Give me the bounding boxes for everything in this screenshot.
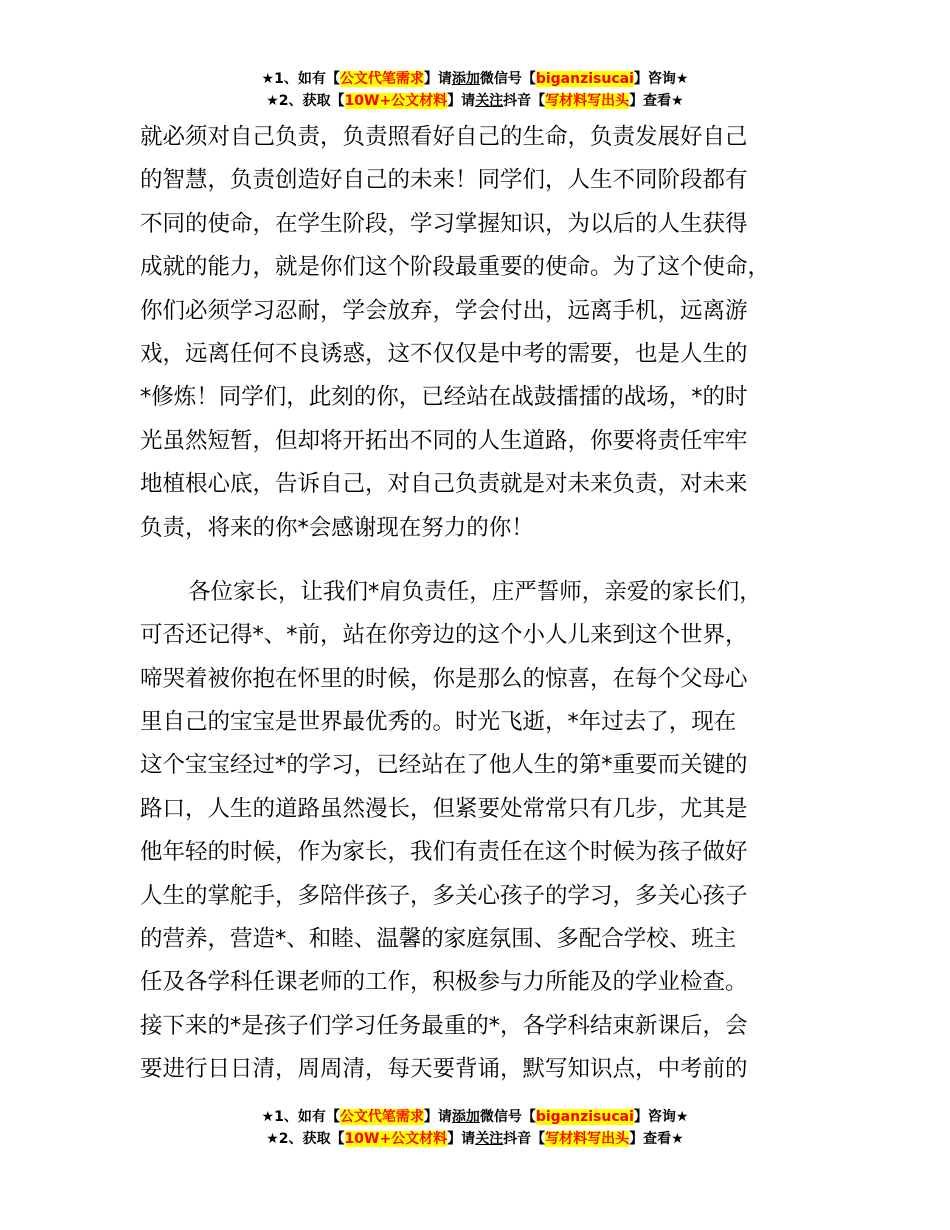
text-line: 里自己的宝宝是世界最优秀的。时光飞逝，*年过去了，现在	[140, 709, 737, 736]
paragraph-2	[140, 571, 840, 1092]
banner-highlight: 10W+公文材料	[344, 1131, 448, 1147]
banner-text: ★1、如有【	[261, 71, 340, 87]
banner-text: ★2、获取【	[266, 1131, 345, 1147]
document-body	[140, 116, 840, 1092]
banner-underlined-text: 关注	[475, 93, 504, 109]
banner-text: 】请	[423, 1109, 452, 1125]
banner-text: 抖音【	[503, 93, 546, 109]
text-line: 路口，人生的道路虽然漫长，但紧要处常常只有几步，尤其是	[140, 795, 748, 822]
text-line: 他年轻的时候，作为家长，我们有责任在这个时候为孩子做好	[140, 839, 748, 866]
banner-highlight: 10W+公文材料	[344, 93, 448, 109]
text-line: 你们必须学习忍耐，学会放弃，学会付出，远离手机，远离游	[140, 297, 748, 324]
text-line: 啼哭着被你抱在怀里的时候，你是那么的惊喜，在每个父母心	[140, 665, 748, 692]
banner-text: 】请	[447, 93, 476, 109]
paragraph-1	[140, 116, 840, 550]
paragraph-spacer	[140, 550, 840, 571]
text-line: 各位家长，让我们*肩负责任，庄严誓师，亲爱的家长们，	[188, 578, 762, 605]
text-line: 负责，将来的你*会感谢现在努力的你！	[140, 514, 534, 541]
banner-highlight: biganzisucai	[535, 71, 634, 87]
banner-text: 】查看★	[629, 1131, 684, 1147]
banner-text: ★2、获取【	[266, 93, 345, 109]
banner-text: 】请	[423, 71, 452, 87]
banner-highlight: 写材料写出头	[545, 1131, 630, 1147]
text-line: 戏，远离任何不良诱惑，这不仅仅是中考的需要，也是人生的	[140, 340, 748, 367]
banner-highlight: 写材料写出头	[545, 93, 630, 109]
banner-underlined-text: 添加	[451, 71, 480, 87]
footer-banner-line-2	[0, 1128, 950, 1150]
header-banner-line-1	[0, 68, 950, 90]
header-banner	[0, 68, 950, 112]
text-line: 的智慧，负责创造好自己的未来！同学们，人生不同阶段都有	[140, 167, 748, 194]
footer-banner	[0, 1106, 950, 1150]
banner-underlined-text: 添加	[451, 1109, 480, 1125]
banner-highlight: biganzisucai	[535, 1109, 634, 1125]
banner-text: ★1、如有【	[261, 1109, 340, 1125]
text-line: 的营养，营造*、和睦、温馨的家庭氛围、多配合学校、班主	[140, 926, 737, 953]
text-line: 接下来的*是孩子们学习任务最重的*，各学科结束新课后，会	[140, 1012, 748, 1039]
text-line: 可否还记得*、*前，站在你旁边的这个小人儿来到这个世界，	[140, 622, 748, 649]
text-line: 就必须对自己负责，负责照看好自己的生命，负责发展好自己	[140, 124, 748, 150]
banner-underlined-text: 关注	[475, 1131, 504, 1147]
banner-text: 】查看★	[629, 93, 684, 109]
footer-banner-line-1	[0, 1106, 950, 1128]
text-line: 不同的使命，在学生阶段，学习掌握知识，为以后的人生获得	[140, 210, 748, 237]
banner-text: 】请	[447, 1131, 476, 1147]
text-line: 光虽然短暂，但却将开拓出不同的人生道路，你要将责任牢牢	[140, 427, 748, 454]
text-line: 这个宝宝经过*的学习，已经站在了他人生的第*重要而关键的	[140, 752, 748, 779]
text-line: 地植根心底，告诉自己，对自己负责就是对未来负责，对未来	[140, 471, 748, 498]
banner-text: 抖音【	[503, 1131, 546, 1147]
header-banner-line-2	[0, 90, 950, 112]
text-line: 任及各学科任课老师的工作，积极参与力所能及的学业检查。	[140, 969, 748, 996]
banner-highlight: 公文代笔需求	[339, 1109, 424, 1125]
banner-highlight: 公文代笔需求	[339, 71, 424, 87]
banner-text: 】咨询★	[633, 1109, 689, 1125]
banner-text: 】咨询★	[633, 71, 689, 87]
text-line: 人生的掌舵手，多陪伴孩子，多关心孩子的学习，多关心孩子	[140, 882, 748, 909]
banner-text: 微信号【	[479, 71, 536, 87]
text-line: *修炼！同学们，此刻的你，已经站在战鼓擂擂的战场，*的时	[140, 384, 748, 411]
text-line: 要进行日日清，周周清，每天要背诵，默写知识点，中考前的	[140, 1056, 748, 1083]
banner-text: 微信号【	[479, 1109, 536, 1125]
text-line: 成就的能力，就是你们这个阶段最重要的使命。为了这个使命，	[140, 254, 771, 281]
